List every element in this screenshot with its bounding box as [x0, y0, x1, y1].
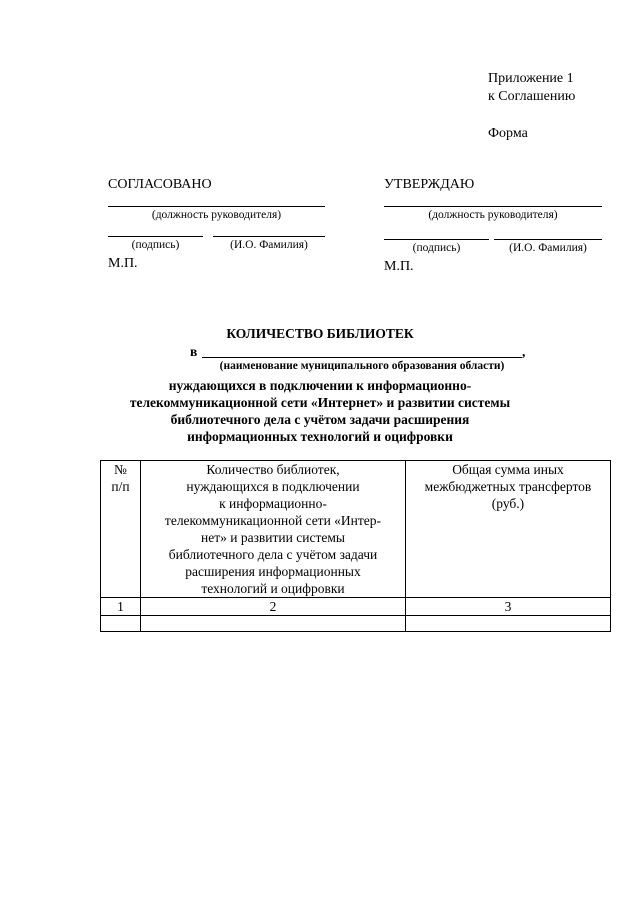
name-caption-left: (И.О. Фамилия) [230, 239, 308, 251]
data-cell[interactable] [101, 616, 141, 632]
header-count-line: телекоммуникационной сети «Интер- [164, 513, 382, 528]
title-line-2: телекоммуникационной сети «Интернет» и развитии системы [129, 395, 511, 410]
position-caption-left: (должность руководителя) [151, 209, 282, 221]
position-caption-right: (должность руководителя) [428, 209, 558, 221]
header-count-line: расширения информационных [185, 564, 361, 579]
title-prefix: в [190, 344, 198, 359]
header-number-line: № [114, 462, 127, 477]
signature-caption-right: (подпись) [412, 242, 461, 254]
position-line-right [384, 206, 602, 207]
header-count-line: нет» и развитии системы [201, 530, 345, 545]
header-sum-line: Общая сумма иных [452, 462, 564, 477]
title-suffix: , [522, 344, 526, 359]
table-numbering-row [101, 598, 611, 616]
signature-caption-left: (подпись) [131, 239, 180, 251]
numbering-cell: 2 [141, 598, 406, 616]
seal-left: М.П. [108, 256, 138, 271]
header-count-line: нуждающихся в подключении [186, 479, 360, 494]
data-cell[interactable] [141, 616, 406, 632]
libraries-table [100, 460, 611, 632]
appendix-line-1: Приложение 1 [488, 71, 574, 86]
title-line-1: нуждающихся в подключении к информационно- [168, 378, 472, 393]
signature-line-right [384, 239, 489, 240]
signature-line-left [108, 236, 203, 237]
table-data-row [101, 616, 611, 632]
header-count-line: технологий и оцифровки [201, 581, 345, 596]
form-label: Форма [488, 126, 528, 141]
header-count-line: Количество библиотек, [206, 462, 340, 477]
header-sum-line: межбюджетных трансфертов [424, 479, 592, 494]
municipality-caption: (наименование муниципального образования области) [219, 360, 505, 372]
title-line-3: библиотечного дела с учётом задачи расширения [170, 412, 470, 427]
name-line-right [494, 239, 602, 240]
header-number-line: п/п [111, 479, 130, 494]
header-cell-transfers-sum [406, 461, 611, 598]
header-count-line: к информационно- [219, 496, 327, 511]
data-cell[interactable] [406, 616, 611, 632]
header-count-line: библиотечного дела с учётом задачи [168, 547, 378, 562]
appendix-line-2: к Соглашению [488, 89, 576, 104]
appendix-label [488, 70, 575, 106]
seal-right: М.П. [384, 259, 414, 274]
municipality-line [202, 357, 522, 358]
position-line-left [108, 206, 325, 207]
name-line-left [213, 236, 325, 237]
header-cell-library-count [141, 461, 406, 598]
document-heading: КОЛИЧЕСТВО БИБЛИОТЕК [226, 326, 414, 341]
numbering-cell: 1 [101, 598, 141, 616]
approved-right-title: УТВЕРЖДАЮ [384, 177, 475, 192]
header-sum-line: (руб.) [491, 496, 525, 511]
table-header-row [101, 461, 611, 598]
approved-left-title: СОГЛАСОВАНО [108, 177, 212, 192]
numbering-cell: 3 [406, 598, 611, 616]
title-line-4: информационных технологий и оцифровки [187, 429, 453, 444]
name-caption-right: (И.О. Фамилия) [509, 242, 587, 254]
header-cell-number [101, 461, 141, 598]
